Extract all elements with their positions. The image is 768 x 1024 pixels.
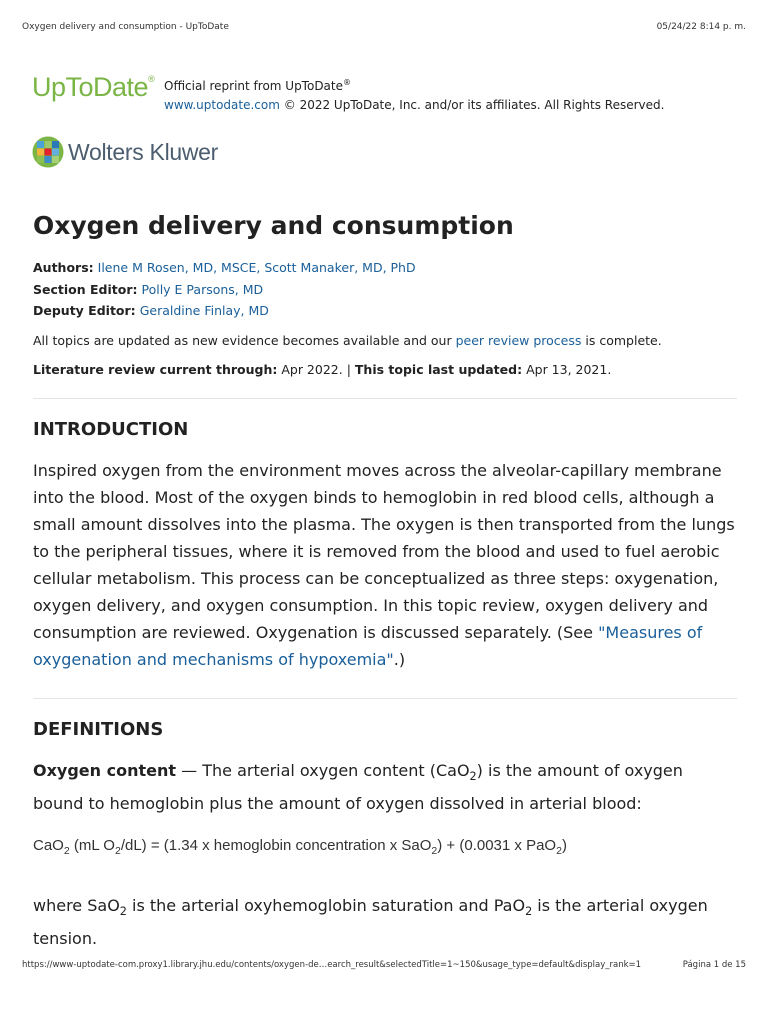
- term-oxygen-content: Oxygen content: [33, 760, 177, 780]
- lit-review-date: Apr 2022.: [281, 361, 343, 377]
- section-editor-row: Section Editor: Polly E Parsons, MD: [33, 281, 264, 297]
- print-page-title: Oxygen delivery and consumption - UpToDate: [22, 22, 229, 32]
- section-editor-link[interactable]: Polly E Parsons, MD: [141, 281, 264, 297]
- deputy-editor-link[interactable]: Geraldine Finlay, MD: [139, 303, 269, 318]
- uptodate-logo[interactable]: UpToDate®: [32, 72, 155, 102]
- print-datetime: 05/24/22 8:14 p. m.: [656, 22, 746, 32]
- page-title: Oxygen delivery and consumption: [33, 211, 514, 240]
- article-credits: [33, 257, 737, 322]
- definitions-heading: DEFINITIONS: [33, 718, 164, 740]
- reprint-line: Official reprint from UpToDate: [164, 79, 343, 93]
- brand-header: [32, 70, 736, 110]
- authors-row: Authors: Ilene M Rosen, MD, MSCE, Scott Manaker, MD, PhD: [33, 260, 416, 275]
- deputy-editor-row: Deputy Editor: Geraldine Finlay, MD: [33, 303, 269, 318]
- update-notice: All topics are updated as new evidence becomes available and our peer review process is complete.: [33, 332, 662, 348]
- publisher-name: Wolters Kluwer: [68, 139, 219, 165]
- oxygen-content-formula: CaO$_2$ (mL $O_2/dL) = (1.34$ x hemoglobin concentration x SaO$_2$) + (0.0031 x PaO$_2$): [33, 836, 567, 857]
- article: [33, 208, 737, 952]
- wk-globe-icon: [32, 136, 64, 168]
- reprint-notice: Official reprint from UpToDate® www.uptodate.com © 2022 UpToDate, Inc. and/or its affiliates. All Rights Reserved.: [164, 78, 665, 112]
- uptodate-site-link[interactable]: www.uptodate.com: [164, 98, 280, 112]
- review-dates: Literature review current through: Apr 2022. | This topic last updated: Apr 13, 2021.: [33, 361, 612, 377]
- section-divider: [33, 398, 737, 399]
- last-updated-date: Apr 13, 2021.: [526, 361, 612, 377]
- copyright-text: © 2022 UpToDate, Inc. and/or its affiliates. All Rights Reserved.: [283, 98, 665, 112]
- formula-explanation: where SaO$_2$ is the arterial oxyhemoglobin saturation and PaO$_2$ is the arterial oxygen tension.: [33, 895, 708, 948]
- section-divider: [33, 698, 737, 699]
- oxygen-content-definition: Oxygen content — The arterial oxygen content (CaO$_2$) is the amount of oxygen bound to hemoglobin plus the amount of oxygen dissolved in arterial blood:: [33, 760, 683, 813]
- peer-review-link[interactable]: peer review process: [455, 332, 582, 348]
- introduction-paragraph: Inspired oxygen from the environment moves across the alveolar-capillary membrane into the blood. Most of the oxygen binds to hemoglobin in red blood cells, although a small amount dissolves into the plasma. The oxygen is then transported from the lungs to the peripheral tissues, where it is removed from the blood and used to fuel aerobic cellular metabolism. This process can be conceptualized as three steps: oxygenation, oxygen delivery, and oxygen consumption. In this topic review, oxygen delivery and consumption are reviewed. Oxygenation is discussed separately. (See "Measures of oxygenation and mechanisms of hypoxemia".): [33, 460, 735, 669]
- hypoxemia-topic-link[interactable]: "Measures of oxygenation and mechanisms of hypoxemia": [33, 622, 703, 669]
- page-number: Página 1 de 15: [682, 960, 746, 970]
- authors-link[interactable]: Ilene M Rosen, MD, MSCE, Scott Manaker, MD, PhD: [97, 260, 416, 275]
- print-url: https://www-uptodate-com.proxy1.library.jhu.edu/contents/oxygen-de…earch_result&selectedTitle=1~150&usage_type=default&display_rank=1: [22, 960, 642, 970]
- introduction-heading: INTRODUCTION: [33, 418, 189, 440]
- print-header: [22, 22, 746, 36]
